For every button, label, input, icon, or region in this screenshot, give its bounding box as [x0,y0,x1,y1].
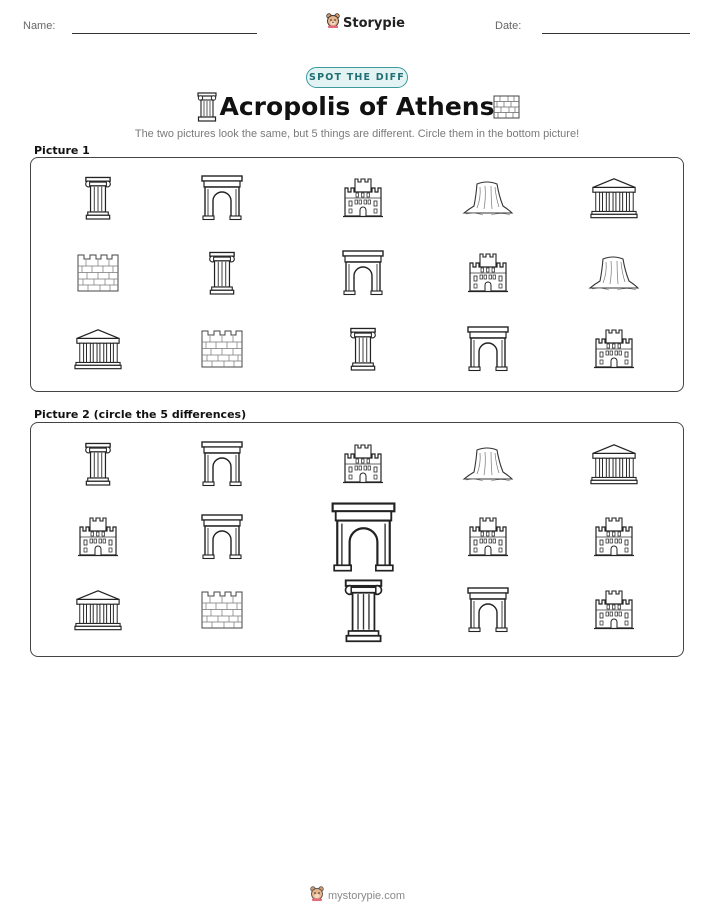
name-label: Name: [23,20,56,32]
arch-icon[interactable] [331,502,396,573]
temple-icon [74,327,122,371]
castle-icon [467,253,509,293]
arch-icon[interactable] [201,441,243,487]
temple-icon [590,176,638,220]
picture-1-label: Picture 1 [34,144,90,157]
temple-icon[interactable] [590,442,638,486]
castle-icon[interactable] [342,444,384,484]
rock-icon [589,253,639,293]
instructions: The two pictures look the same, but 5 things are different. Circle them in the bottom picture! [134,128,580,140]
brand-name: Storypie [343,15,405,31]
wall-icon [200,329,244,369]
footer-url: mystorypie.com [328,890,406,902]
rock-icon [463,178,513,218]
date-line[interactable] [542,33,690,34]
wall-icon[interactable] [200,590,244,630]
arch-icon [342,250,384,296]
temple-icon[interactable] [74,588,122,632]
arch-icon[interactable] [467,587,509,633]
picture-1-panel [30,157,684,392]
bear-mascot-icon [326,13,340,33]
brand-logo [326,13,405,33]
bear-mascot-icon [310,886,324,906]
castle-icon[interactable] [593,517,635,557]
footer [310,886,405,906]
date-label: Date: [495,20,522,32]
name-line[interactable] [72,33,257,34]
activity-badge: SPOT THE DIFF [306,67,408,88]
arch-icon[interactable] [201,514,243,560]
stone-wall-icon [493,95,520,124]
arch-icon [201,175,243,221]
page-title: Acropolis of Athens [219,92,495,121]
picture-2-panel[interactable] [30,422,684,657]
castle-icon [593,329,635,369]
wall-icon [76,253,120,293]
picture-2-label: Picture 2 (circle the 5 differences) [34,408,247,421]
castle-icon [342,178,384,218]
arch-icon [467,326,509,372]
castle-icon[interactable] [77,517,119,557]
column-icon [84,175,112,221]
column-icon[interactable] [84,441,112,487]
column-icon [349,326,377,372]
column-icon[interactable] [343,577,384,644]
castle-icon[interactable] [467,517,509,557]
rock-icon[interactable] [463,444,513,484]
castle-icon[interactable] [593,590,635,630]
column-icon [208,250,236,296]
